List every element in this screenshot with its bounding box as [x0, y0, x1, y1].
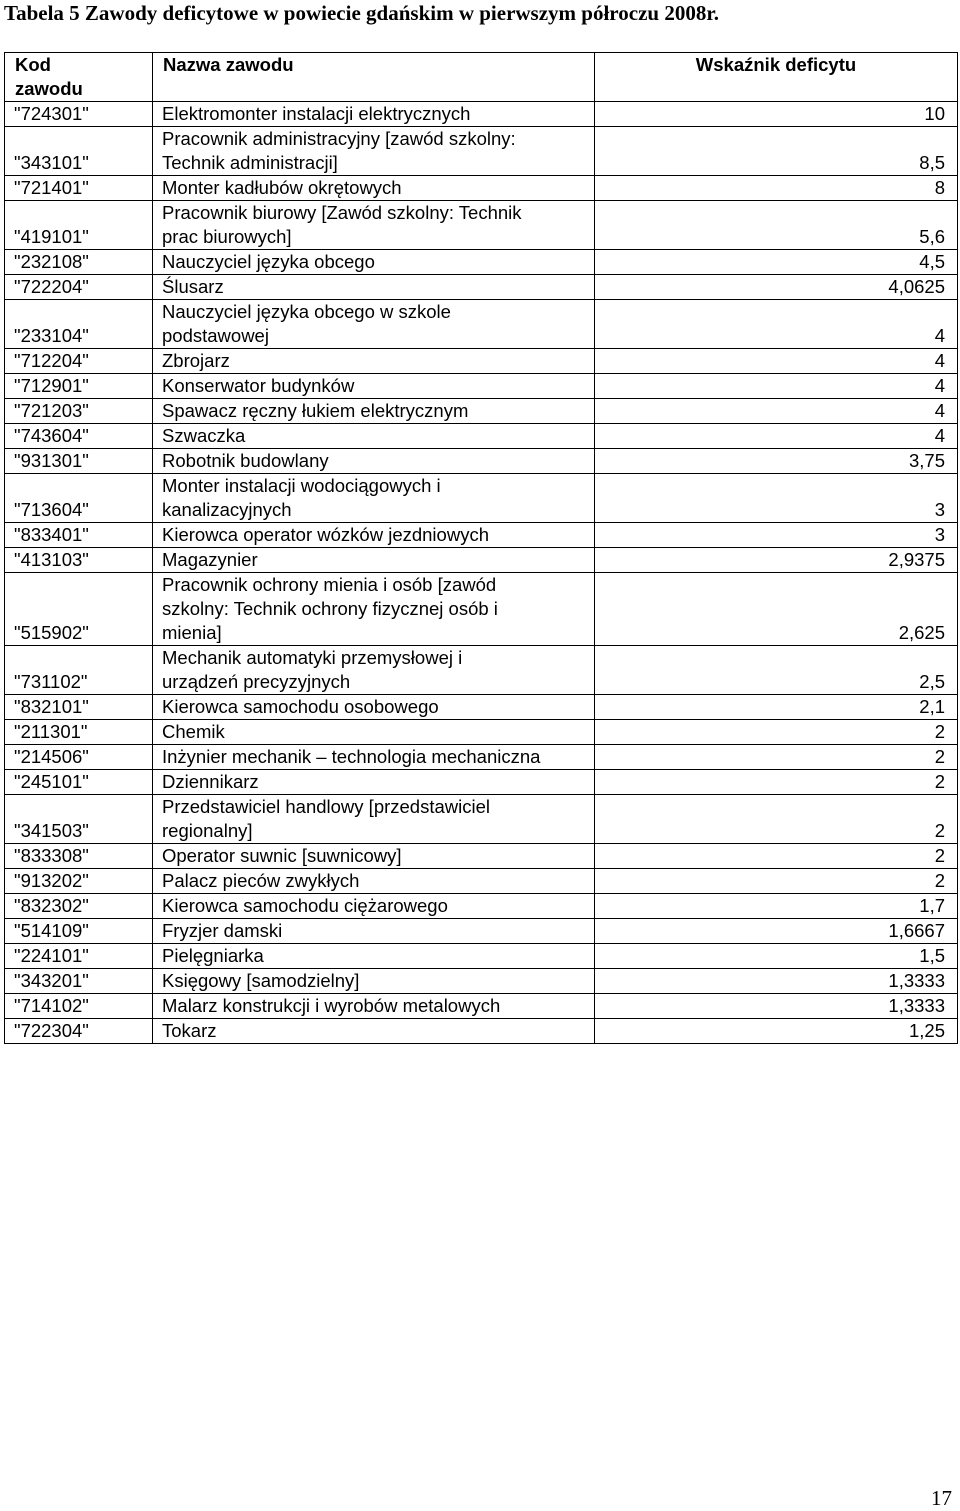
occupation-code: "833401": [5, 523, 153, 548]
occupation-name: Pracownik administracyjny [zawód szkolny: Technik administracji]: [153, 127, 595, 176]
table-row: [5, 646, 958, 695]
deficit-index: 4: [595, 424, 958, 449]
occupation-code: "722204": [5, 275, 153, 300]
deficit-index: 2,625: [595, 573, 958, 646]
occupation-name: Monter kadłubów okrętowych: [153, 176, 595, 201]
occupation-code: "413103": [5, 548, 153, 573]
occupation-code: "913202": [5, 869, 153, 894]
occupation-name: Kierowca samochodu ciężarowego: [153, 894, 595, 919]
occupation-code: "724301": [5, 102, 153, 127]
table-row: [5, 1019, 958, 1044]
deficit-index: 1,3333: [595, 994, 958, 1019]
table-row: [5, 449, 958, 474]
deficit-occupations-table: [4, 52, 958, 1044]
occupation-code: "341503": [5, 795, 153, 844]
deficit-index: 3,75: [595, 449, 958, 474]
occupation-code: "232108": [5, 250, 153, 275]
occupation-name: Przedstawiciel handlowy [przedstawiciel regionalny]: [153, 795, 595, 844]
occupation-code: "343201": [5, 969, 153, 994]
table-row: [5, 523, 958, 548]
occupation-code: "712901": [5, 374, 153, 399]
occupation-code: "515902": [5, 573, 153, 646]
header-code: Kod zawodu: [5, 53, 153, 102]
occupation-name: Inżynier mechanik – technologia mechaniczna: [153, 745, 595, 770]
occupation-name: Magazynier: [153, 548, 595, 573]
deficit-index: 3: [595, 474, 958, 523]
occupation-name: Mechanik automatyki przemysłowej i urządzeń precyzyjnych: [153, 646, 595, 695]
page-number: 17: [931, 1486, 952, 1510]
occupation-name: Elektromonter instalacji elektrycznych: [153, 102, 595, 127]
occupation-code: "712204": [5, 349, 153, 374]
occupation-name: Nauczyciel języka obcego: [153, 250, 595, 275]
table-row: [5, 695, 958, 720]
table-row: [5, 102, 958, 127]
table-row: [5, 770, 958, 795]
table-row: [5, 300, 958, 349]
deficit-index: 1,5: [595, 944, 958, 969]
table-header-row: [5, 53, 958, 102]
deficit-index: 2,5: [595, 646, 958, 695]
occupation-code: "343101": [5, 127, 153, 176]
deficit-index: 1,6667: [595, 919, 958, 944]
deficit-index: 4,5: [595, 250, 958, 275]
occupation-name: Spawacz ręczny łukiem elektrycznym: [153, 399, 595, 424]
deficit-index: 4: [595, 349, 958, 374]
table-row: [5, 869, 958, 894]
occupation-name: Malarz konstrukcji i wyrobów metalowych: [153, 994, 595, 1019]
occupation-code: "721401": [5, 176, 153, 201]
occupation-code: "731102": [5, 646, 153, 695]
table-row: [5, 795, 958, 844]
occupation-name: Pielęgniarka: [153, 944, 595, 969]
deficit-index: 8: [595, 176, 958, 201]
occupation-name: Kierowca samochodu osobowego: [153, 695, 595, 720]
occupation-code: "832101": [5, 695, 153, 720]
deficit-index: 1,3333: [595, 969, 958, 994]
deficit-index: 10: [595, 102, 958, 127]
table-row: [5, 994, 958, 1019]
table-row: [5, 349, 958, 374]
occupation-name: Tokarz: [153, 1019, 595, 1044]
table-row: [5, 374, 958, 399]
deficit-index: 2: [595, 869, 958, 894]
table-row: [5, 201, 958, 250]
deficit-index: 4,0625: [595, 275, 958, 300]
occupation-code: "722304": [5, 1019, 153, 1044]
occupation-code: "832302": [5, 894, 153, 919]
table-row: [5, 969, 958, 994]
table-row: [5, 399, 958, 424]
occupation-name: Księgowy [samodzielny]: [153, 969, 595, 994]
deficit-index: 2: [595, 844, 958, 869]
occupation-code: "721203": [5, 399, 153, 424]
occupation-code: "931301": [5, 449, 153, 474]
table-row: [5, 919, 958, 944]
occupation-code: "214506": [5, 745, 153, 770]
deficit-index: 4: [595, 300, 958, 349]
occupation-name: Operator suwnic [suwnicowy]: [153, 844, 595, 869]
occupation-code: "713604": [5, 474, 153, 523]
occupation-code: "514109": [5, 919, 153, 944]
table-row: [5, 250, 958, 275]
header-deficit-index: Wskaźnik deficytu: [595, 53, 958, 102]
occupation-name: Konserwator budynków: [153, 374, 595, 399]
occupation-code: "224101": [5, 944, 153, 969]
table-body: [5, 102, 958, 1044]
occupation-name: Fryzjer damski: [153, 919, 595, 944]
occupation-code: "245101": [5, 770, 153, 795]
table-row: [5, 275, 958, 300]
table-row: [5, 720, 958, 745]
occupation-name: Pracownik ochrony mienia i osób [zawód szkolny: Technik ochrony fizycznej osób i mienia]: [153, 573, 595, 646]
occupation-name: Monter instalacji wodociągowych i kanalizacyjnych: [153, 474, 595, 523]
occupation-code: "419101": [5, 201, 153, 250]
table-row: [5, 844, 958, 869]
occupation-code: "743604": [5, 424, 153, 449]
occupation-name: Szwaczka: [153, 424, 595, 449]
deficit-index: 4: [595, 374, 958, 399]
occupation-name: Chemik: [153, 720, 595, 745]
table-row: [5, 176, 958, 201]
deficit-index: 2: [595, 795, 958, 844]
table-row: [5, 424, 958, 449]
occupation-name: Pracownik biurowy [Zawód szkolny: Technik prac biurowych]: [153, 201, 595, 250]
table-row: [5, 548, 958, 573]
occupation-name: Ślusarz: [153, 275, 595, 300]
occupation-name: Robotnik budowlany: [153, 449, 595, 474]
deficit-index: 8,5: [595, 127, 958, 176]
table-row: [5, 944, 958, 969]
occupation-name: Palacz pieców zwykłych: [153, 869, 595, 894]
deficit-index: 2,1: [595, 695, 958, 720]
table-caption: Tabela 5 Zawody deficytowe w powiecie gdańskim w pierwszym półroczu 2008r.: [4, 1, 719, 25]
occupation-code: "833308": [5, 844, 153, 869]
deficit-index: 5,6: [595, 201, 958, 250]
deficit-index: 2: [595, 770, 958, 795]
table-row: [5, 127, 958, 176]
table-row: [5, 573, 958, 646]
deficit-index: 1,7: [595, 894, 958, 919]
table-row: [5, 745, 958, 770]
deficit-index: 1,25: [595, 1019, 958, 1044]
table-row: [5, 894, 958, 919]
deficit-index: 4: [595, 399, 958, 424]
occupation-name: Kierowca operator wózków jezdniowych: [153, 523, 595, 548]
occupation-name: Dziennikarz: [153, 770, 595, 795]
occupation-code: "211301": [5, 720, 153, 745]
occupation-code: "233104": [5, 300, 153, 349]
table-row: [5, 474, 958, 523]
deficit-index: 2: [595, 745, 958, 770]
occupation-code: "714102": [5, 994, 153, 1019]
deficit-index: 2,9375: [595, 548, 958, 573]
header-occupation-name: Nazwa zawodu: [153, 53, 595, 102]
occupation-name: Nauczyciel języka obcego w szkole podstawowej: [153, 300, 595, 349]
occupation-name: Zbrojarz: [153, 349, 595, 374]
deficit-index: 2: [595, 720, 958, 745]
deficit-index: 3: [595, 523, 958, 548]
